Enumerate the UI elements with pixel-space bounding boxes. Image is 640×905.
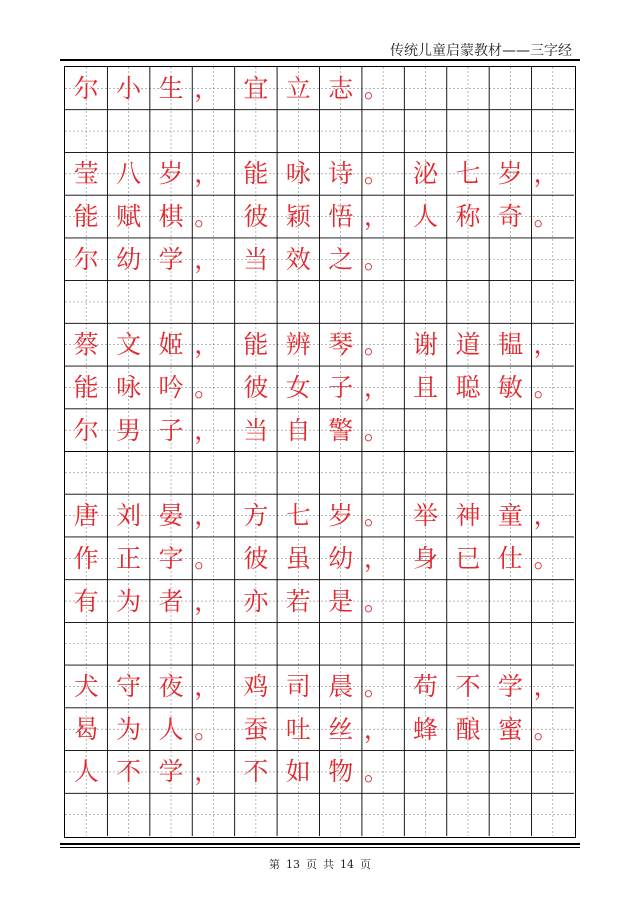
grid-character: 学 [497, 671, 523, 701]
grid-character: 琴 [328, 330, 354, 360]
grid-character: 且 [413, 372, 439, 402]
grid-character: 子 [158, 415, 184, 445]
grid-character: 举 [413, 501, 439, 531]
grid-character: 曷 [73, 714, 99, 744]
grid-character: 若 [285, 586, 311, 616]
grid-character: 物 [328, 757, 354, 787]
grid-character: 亦 [243, 586, 269, 616]
grid-character: 。 [363, 671, 389, 701]
grid-character: 唐 [73, 501, 99, 531]
grid-character: 作 [73, 543, 99, 573]
grid-character: 不 [116, 757, 142, 787]
grid-character: 刘 [116, 501, 142, 531]
grid-character: 岁 [158, 159, 184, 189]
grid-character: 韫 [497, 330, 523, 360]
grid-character: 。 [533, 202, 559, 232]
document-header-title: 传统儿童启蒙教材——三字经 [390, 43, 572, 59]
grid-character: 彼 [243, 372, 269, 402]
grid-character: 蚕 [243, 714, 269, 744]
grid-character: 幼 [328, 543, 354, 573]
grid-character: 。 [533, 543, 559, 573]
grid-character: ， [363, 372, 389, 402]
footer-page-unit: 页 [306, 858, 317, 871]
grid-character: 之 [328, 244, 354, 274]
grid-character: 晏 [158, 501, 184, 531]
grid-character: 彼 [243, 543, 269, 573]
grid-character: 幼 [116, 244, 142, 274]
grid-character: 八 [116, 159, 142, 189]
footer-total-prefix: 共 [323, 858, 334, 871]
footer-rule-thick [60, 843, 580, 845]
grid-character: 能 [73, 372, 99, 402]
grid-character: 犬 [73, 671, 99, 701]
grid-character: 。 [363, 244, 389, 274]
grid-character: 。 [363, 501, 389, 531]
grid-character: 人 [73, 757, 99, 787]
grid-character: 仕 [497, 543, 523, 573]
footer-total-unit: 页 [360, 858, 371, 871]
grid-character: 岁 [328, 501, 354, 531]
grid-character: 奇 [497, 202, 523, 232]
footer-rule-thin [60, 847, 580, 848]
grid-character: 方 [243, 501, 269, 531]
grid-character: 虽 [285, 543, 311, 573]
grid-character: ， [533, 501, 559, 531]
grid-character: 丝 [328, 714, 354, 744]
grid-character: 童 [497, 501, 523, 531]
grid-character: ， [194, 415, 220, 445]
grid-character: 泌 [413, 159, 439, 189]
grid-character: 蜂 [413, 714, 439, 744]
grid-character: 敏 [497, 372, 523, 402]
grid-character: 蔡 [73, 330, 99, 360]
grid-character: 自 [285, 415, 311, 445]
grid-character: ， [533, 671, 559, 701]
grid-character: ， [363, 543, 389, 573]
grid-character: 尔 [73, 73, 99, 103]
grid-character: 。 [363, 757, 389, 787]
grid-character: 。 [194, 543, 220, 573]
grid-character: 鸡 [243, 671, 269, 701]
grid-character: 学 [158, 244, 184, 274]
grid-character: 不 [243, 757, 269, 787]
grid-character: 。 [363, 159, 389, 189]
grid-character: 咏 [285, 159, 311, 189]
grid-character: 彼 [243, 202, 269, 232]
grid-character: 字 [158, 543, 184, 573]
grid-character: ， [533, 330, 559, 360]
grid-character: 如 [285, 757, 311, 787]
grid-character: 诗 [328, 159, 354, 189]
grid-character: 人 [158, 714, 184, 744]
grid-character: 颖 [285, 202, 311, 232]
grid-character: ， [533, 159, 559, 189]
grid-character: 不 [455, 671, 481, 701]
footer-prefix: 第 [269, 858, 280, 871]
grid-character: ， [194, 73, 220, 103]
grid-character: 谢 [413, 330, 439, 360]
grid-character: 男 [116, 415, 142, 445]
grid-character: 为 [116, 586, 142, 616]
grid-character: ， [194, 501, 220, 531]
grid-character: 。 [194, 714, 220, 744]
grid-character: 有 [73, 586, 99, 616]
page-footer [0, 856, 640, 872]
grid-character: 司 [285, 671, 311, 701]
grid-character: 夜 [158, 671, 184, 701]
grid-character: 酿 [455, 714, 481, 744]
grid-character: 晨 [328, 671, 354, 701]
grid-character: ， [363, 202, 389, 232]
grid-character: 小 [116, 73, 142, 103]
grid-character: ， [194, 159, 220, 189]
grid-character: 吐 [285, 714, 311, 744]
grid-character: 。 [363, 73, 389, 103]
grid-character: 当 [243, 244, 269, 274]
grid-character: 蜜 [497, 714, 523, 744]
grid-character: 称 [455, 202, 481, 232]
grid-character: 聪 [455, 372, 481, 402]
grid-character: 悟 [328, 202, 354, 232]
grid-character: 咏 [116, 372, 142, 402]
grid-character: 生 [158, 73, 184, 103]
grid-character: 志 [328, 73, 354, 103]
grid-character: 。 [363, 586, 389, 616]
grid-character: ， [194, 586, 220, 616]
grid-character: 辨 [285, 330, 311, 360]
grid-character: 身 [413, 543, 439, 573]
grid-character: 莹 [73, 159, 99, 189]
grid-character: 宜 [243, 73, 269, 103]
footer-page-number: 13 [286, 858, 300, 871]
grid-character: 尔 [73, 415, 99, 445]
grid-character: 能 [73, 202, 99, 232]
grid-character: 。 [194, 372, 220, 402]
grid-character: ， [194, 244, 220, 274]
header-rule [60, 59, 580, 61]
writing-grid [64, 66, 576, 838]
grid-character: ， [194, 330, 220, 360]
grid-character: 七 [285, 501, 311, 531]
grid-character: ， [194, 671, 220, 701]
grid-character: 神 [455, 501, 481, 531]
grid-character: 能 [243, 159, 269, 189]
grid-character: 子 [328, 372, 354, 402]
grid-character: 。 [194, 202, 220, 232]
grid-character: 正 [116, 543, 142, 573]
grid-character: 是 [328, 586, 354, 616]
grid-character: 女 [285, 372, 311, 402]
grid-character: 棋 [158, 202, 184, 232]
grid-character: 立 [285, 73, 311, 103]
grid-character: 当 [243, 415, 269, 445]
grid-character: 。 [363, 415, 389, 445]
grid-character: 岁 [497, 159, 523, 189]
grid-character: ， [194, 757, 220, 787]
grid-character: 为 [116, 714, 142, 744]
grid-character: 警 [328, 415, 354, 445]
grid-character: 效 [285, 244, 311, 274]
grid-character: 。 [533, 714, 559, 744]
grid-character: 已 [455, 543, 481, 573]
grid-character: 者 [158, 586, 184, 616]
grid-character: 。 [363, 330, 389, 360]
grid-character: 守 [116, 671, 142, 701]
grid-character: 文 [116, 330, 142, 360]
grid-character: 学 [158, 757, 184, 787]
grid-character: 苟 [413, 671, 439, 701]
grid-character: ， [363, 714, 389, 744]
footer-total-pages: 14 [340, 858, 354, 871]
grid-character: 七 [455, 159, 481, 189]
grid-character: 。 [533, 372, 559, 402]
grid-character: 吟 [158, 372, 184, 402]
grid-character: 人 [413, 202, 439, 232]
grid-character: 尔 [73, 244, 99, 274]
grid-character: 赋 [116, 202, 142, 232]
grid-character: 道 [455, 330, 481, 360]
grid-character: 能 [243, 330, 269, 360]
grid-character: 姬 [158, 330, 184, 360]
